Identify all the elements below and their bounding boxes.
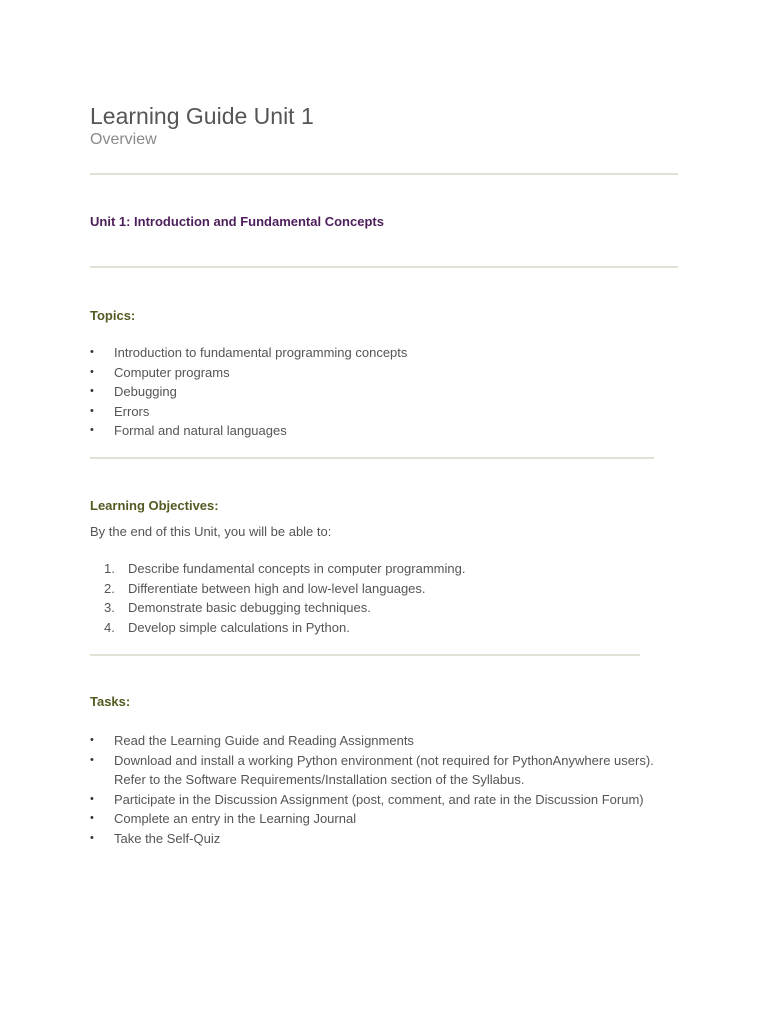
topics-list — [90, 343, 407, 441]
list-item — [90, 598, 465, 618]
list-item — [90, 559, 465, 579]
divider — [90, 457, 654, 459]
list-item-text: Describe fundamental concepts in computer programming. — [128, 561, 466, 576]
bullet-icon: • — [90, 831, 94, 844]
objectives-list — [90, 559, 465, 637]
list-number: 1. — [104, 561, 115, 576]
divider — [90, 173, 678, 175]
list-item — [90, 382, 407, 402]
list-item — [90, 579, 465, 599]
bullet-icon: • — [90, 346, 94, 358]
bullet-icon: • — [90, 424, 94, 436]
list-number: 2. — [104, 580, 115, 596]
list-item-text: Debugging — [114, 384, 177, 399]
list-item — [90, 809, 710, 829]
bullet-icon: • — [90, 812, 94, 824]
list-item — [90, 618, 465, 638]
bullet-icon: • — [90, 365, 94, 378]
list-item — [90, 731, 710, 751]
list-item-text: Introduction to fundamental programming concepts — [114, 345, 408, 360]
list-item-text: Take the Self-Quiz — [114, 830, 221, 846]
tasks-heading: Tasks: — [90, 694, 131, 709]
list-item-text: Complete an entry in the Learning Journal — [114, 811, 357, 826]
divider — [90, 266, 678, 268]
list-number: 4. — [104, 619, 115, 635]
list-item — [90, 751, 710, 790]
list-item — [90, 402, 407, 422]
objectives-heading: Learning Objectives: — [90, 498, 219, 513]
bullet-icon: • — [90, 385, 94, 397]
list-item-text: Differentiate between high and low-level languages. — [128, 580, 426, 596]
list-item — [90, 421, 407, 441]
tasks-list — [90, 731, 710, 848]
list-item-text: Develop simple calculations in Python. — [128, 619, 350, 635]
list-item-text: Read the Learning Guide and Reading Assignments — [114, 733, 414, 748]
list-item — [90, 829, 710, 849]
list-item-text: Formal and natural languages — [114, 423, 287, 438]
list-item-text: Participate in the Discussion Assignment (post, comment, and rate in the Discussion Forum) — [114, 791, 644, 807]
list-number: 3. — [104, 600, 115, 615]
list-item-text: Download and install a working Python environment (not required for PythonAnywhere users). — [114, 752, 654, 768]
list-item — [90, 790, 710, 810]
page-subtitle: Overview — [90, 131, 157, 148]
unit-heading: Unit 1: Introduction and Fundamental Concepts — [90, 214, 384, 229]
list-item-text: Computer programs — [114, 364, 230, 380]
list-item — [90, 363, 407, 383]
list-item-text: Demonstrate basic debugging techniques. — [128, 600, 371, 615]
list-item-text-continued: Refer to the Software Requirements/Installation section of the Syllabus. — [114, 772, 525, 787]
list-item-text: Errors — [114, 403, 150, 419]
page-title: Learning Guide Unit 1 — [90, 103, 314, 129]
bullet-icon: • — [90, 404, 94, 417]
list-item — [90, 343, 407, 363]
bullet-icon: • — [90, 753, 94, 766]
bullet-icon: • — [90, 792, 94, 805]
divider — [90, 654, 640, 656]
bullet-icon: • — [90, 734, 94, 746]
objectives-intro: By the end of this Unit, you will be able to: — [90, 524, 332, 539]
topics-heading: Topics: — [90, 308, 136, 323]
